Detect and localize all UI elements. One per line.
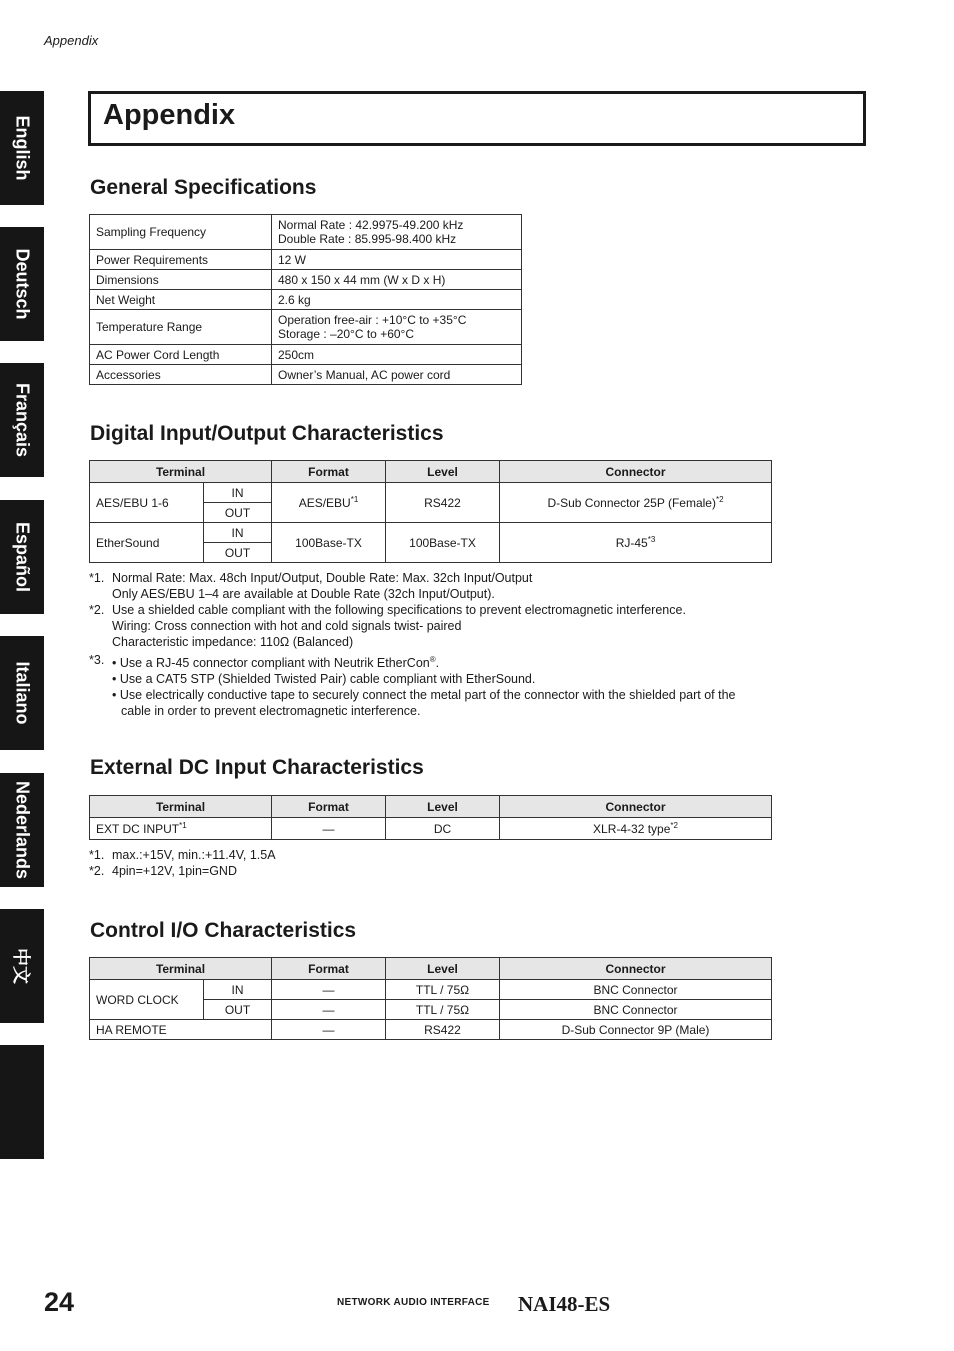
terminal-cell: EXT DC INPUT$^{*1}$: [90, 818, 272, 840]
format-cell: —: [272, 980, 386, 1000]
external-dc-notes: [89, 847, 489, 879]
spec-value: Owner’s Manual, AC power cord: [272, 365, 522, 385]
spec-label: AC Power Cord Length: [90, 345, 272, 365]
tab-blank[interactable]: [0, 1045, 44, 1159]
col-level: Level: [386, 796, 500, 818]
digital-io-notes: [89, 570, 789, 719]
col-level: Level: [386, 958, 500, 980]
table-row: [90, 270, 522, 290]
format-cell: —: [272, 818, 386, 840]
connector-cell: BNC Connector: [500, 1000, 772, 1020]
col-terminal: Terminal: [90, 958, 272, 980]
footnote: *1. max.:+15V, min.:+11.4V, 1.5A: [89, 848, 276, 862]
col-connector: Connector: [500, 958, 772, 980]
spec-label: Sampling Frequency: [90, 215, 272, 250]
tab-espanol[interactable]: [0, 500, 44, 614]
tab-label: Nederlands: [12, 780, 33, 880]
tab-label: English: [12, 115, 33, 181]
spec-value: 250cm: [272, 345, 522, 365]
tab-label: 中文: [11, 948, 31, 984]
table-row: [90, 1020, 772, 1040]
level-cell: DC: [386, 818, 500, 840]
col-terminal: Terminal: [90, 461, 272, 483]
table-row: [90, 215, 522, 250]
tab-label: Italiano: [12, 661, 33, 725]
model-name: NAI48-ES: [518, 1292, 611, 1316]
spec-value: 480 x 150 x 44 mm (W x D x H): [272, 270, 522, 290]
spec-value: 12 W: [272, 250, 522, 270]
format-cell: —: [272, 1000, 386, 1020]
running-head: Appendix: [44, 33, 99, 48]
col-format: Format: [272, 796, 386, 818]
terminal-cell: EtherSound: [90, 523, 204, 563]
tab-italiano[interactable]: [0, 636, 44, 750]
spec-value: Operation free-air : +10°C to +35°C Storage : –20°C to +60°C: [272, 310, 522, 345]
connector-cell: RJ-45$^{*3}$: [500, 523, 772, 563]
col-connector: Connector: [500, 796, 772, 818]
col-connector: Connector: [500, 461, 772, 483]
product-line: NETWORK AUDIO INTERFACE: [337, 1297, 490, 1308]
direction-cell: OUT: [204, 543, 272, 563]
page-title: Appendix: [103, 99, 236, 131]
tab-francais[interactable]: [0, 363, 44, 477]
spec-label: Power Requirements: [90, 250, 272, 270]
table-row: [90, 290, 522, 310]
direction-cell: OUT: [204, 1000, 272, 1020]
table-header-row: [90, 958, 772, 980]
spec-label: Temperature Range: [90, 310, 272, 345]
control-io-table: [89, 957, 772, 1040]
level-cell: RS422: [386, 1020, 500, 1040]
terminal-cell: HA REMOTE: [90, 1020, 272, 1040]
control-io-heading: Control I/O Characteristics: [90, 919, 357, 942]
general-specs-table: [89, 214, 522, 385]
spec-label: Accessories: [90, 365, 272, 385]
digital-io-heading: Digital Input/Output Characteristics: [90, 422, 444, 445]
level-cell: TTL / 75Ω: [386, 980, 500, 1000]
external-dc-table: [89, 795, 772, 840]
footnote: *1. Normal Rate: Max. 48ch Input/Output, Double Rate: Max. 32ch Input/Output Only AES/EBU 1–4 are available at Double Rate (32ch Input/Output).: [89, 571, 533, 601]
tab-label: Español: [12, 521, 33, 593]
direction-cell: OUT: [204, 503, 272, 523]
table-header-row: [90, 461, 772, 483]
tab-deutsch[interactable]: [0, 227, 44, 341]
direction-cell: IN: [204, 523, 272, 543]
table-row: [90, 365, 522, 385]
tab-label: Français: [12, 382, 33, 458]
terminal-cell: WORD CLOCK: [90, 980, 204, 1020]
general-specs-heading: General Specifications: [90, 176, 317, 199]
spec-value: Normal Rate : 42.9975-49.200 kHz Double Rate : 85.995-98.400 kHz: [272, 215, 522, 250]
connector-cell: BNC Connector: [500, 980, 772, 1000]
digital-io-table: [89, 460, 772, 563]
table-row: [90, 818, 772, 840]
table-header-row: [90, 796, 772, 818]
format-cell: AES/EBU$^{*1}$: [272, 483, 386, 523]
level-cell: TTL / 75Ω: [386, 1000, 500, 1020]
col-format: Format: [272, 958, 386, 980]
level-cell: 100Base-TX: [386, 523, 500, 563]
table-row: [90, 523, 772, 543]
connector-cell: D-Sub Connector 9P (Male): [500, 1020, 772, 1040]
table-row: [90, 345, 522, 365]
terminal-cell: AES/EBU 1-6: [90, 483, 204, 523]
table-row: [90, 483, 772, 503]
tab-chinese[interactable]: [0, 909, 44, 1023]
table-row: [90, 310, 522, 345]
format-cell: 100Base-TX: [272, 523, 386, 563]
connector-cell: D-Sub Connector 25P (Female)$^{*2}$: [500, 483, 772, 523]
tab-label: Deutsch: [12, 248, 33, 320]
format-cell: —: [272, 1020, 386, 1040]
connector-cell: XLR-4-32 type$^{*2}$: [500, 818, 772, 840]
external-dc-heading: External DC Input Characteristics: [90, 756, 424, 779]
col-terminal: Terminal: [90, 796, 272, 818]
direction-cell: IN: [204, 483, 272, 503]
page-number: 24: [44, 1287, 75, 1317]
table-row: [90, 980, 772, 1000]
spec-label: Net Weight: [90, 290, 272, 310]
footnote: *3. • Use a RJ-45 connector compliant with Neutrik EtherCon®. • Use a CAT5 STP (Shielded Twisted Pair) cable compliant with EtherSound. • Use electrically conductive tape to securely connect the metal part of the connector with the shielded part of the cable in order to prevent electromagnetic interference.: [89, 653, 736, 719]
footnote: *2. Use a shielded cable compliant with the following specifications to prevent electromagnetic interference. Wiring: Cross connection with hot and cold signals twist- paired Characteristic impedance: 110Ω (Balanced): [89, 603, 686, 649]
table-row: [90, 250, 522, 270]
level-cell: RS422: [386, 483, 500, 523]
tab-nederlands[interactable]: [0, 773, 44, 887]
title-box: [88, 91, 866, 146]
spec-value: 2.6 kg: [272, 290, 522, 310]
spec-label: Dimensions: [90, 270, 272, 290]
footnote: *2. 4pin=+12V, 1pin=GND: [89, 864, 237, 878]
col-level: Level: [386, 461, 500, 483]
direction-cell: IN: [204, 980, 272, 1000]
tab-english[interactable]: [0, 91, 44, 205]
col-format: Format: [272, 461, 386, 483]
